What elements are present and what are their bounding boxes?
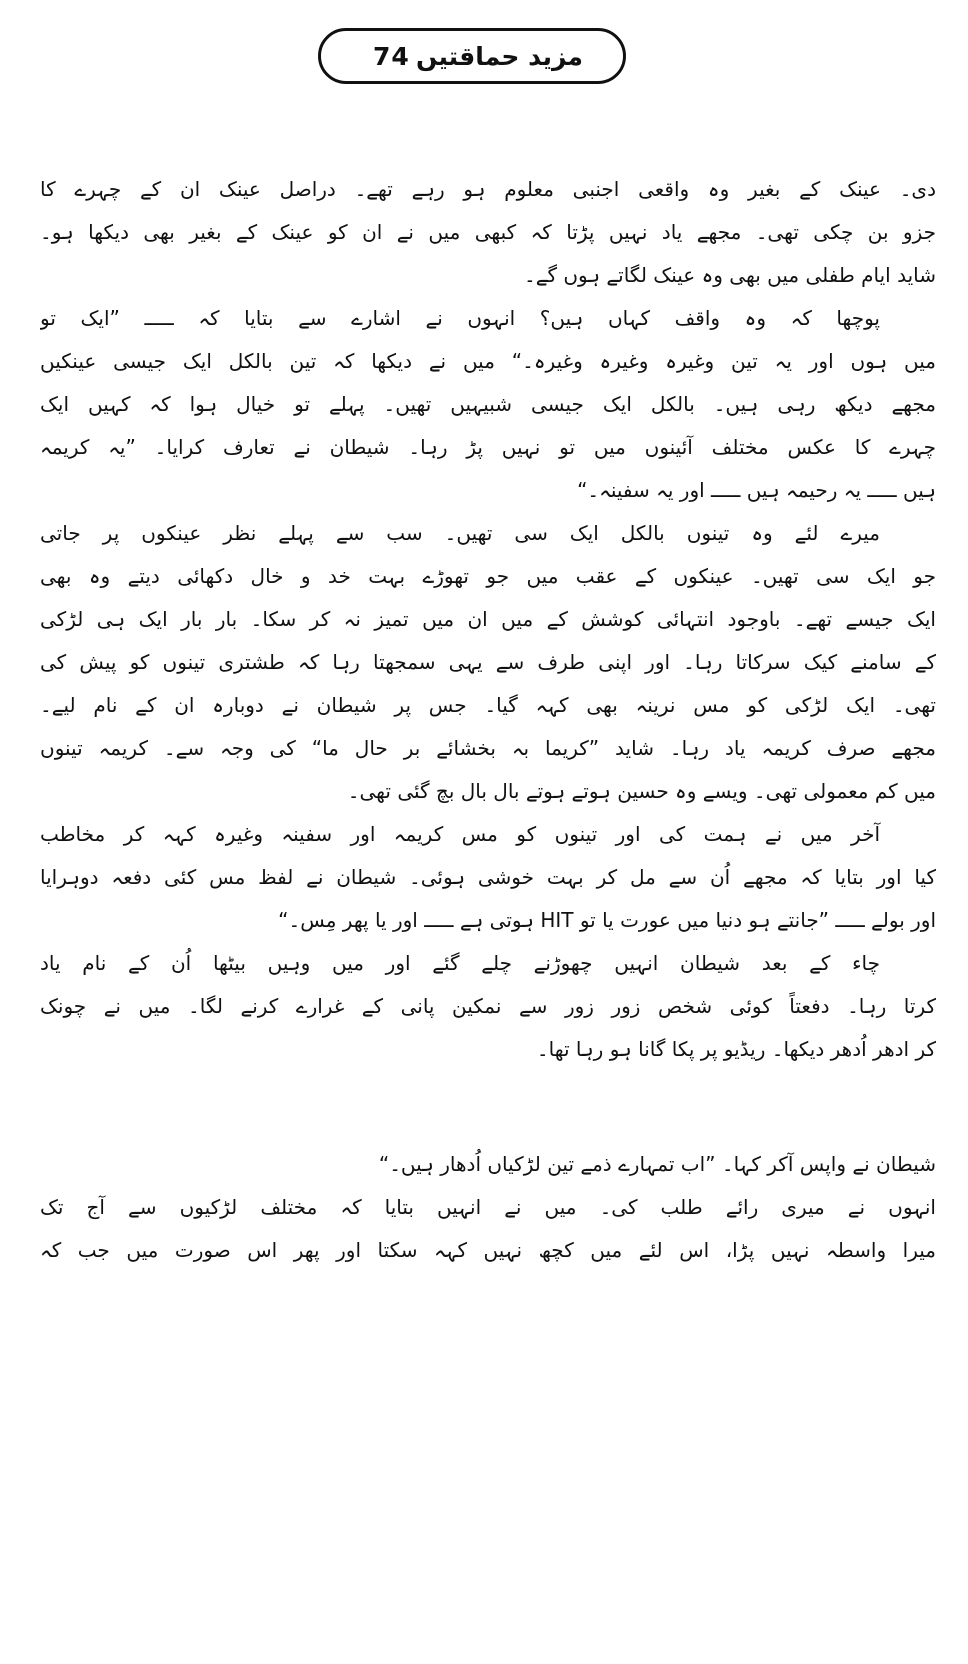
body-text bbox=[40, 168, 936, 1272]
text-line: جزو بن چکی تھی۔ مجھے یاد نہیں پڑتا کہ کبھی میں نے ان کو عینک کے بغیر بھی دیکھا ہو۔ bbox=[40, 220, 936, 244]
text-line: پوچھا کہ وہ واقف کہاں ہیں؟ انہوں نے اشارے سے بتایا کہ ـــــ ”ایک تو bbox=[40, 306, 880, 330]
running-title: مزید حماقتیں bbox=[415, 41, 583, 71]
text-line: چاء کے بعد شیطان انہیں چھوڑنے چلے گئے اور میں وہیں بیٹھا اُن کے نام یاد bbox=[40, 951, 880, 975]
text-line: ایک جیسے تھے۔ باوجود انتہائی کوشش کے میں ان میں تمیز نہ کر سکا۔ بار بار ایک ہی لڑکی bbox=[40, 607, 936, 631]
text-line: تھی۔ ایک لڑکی کو مس نرینہ بھی کہہ گیا۔ جس پر شیطان نے دوبارہ ان کے نام لیے۔ bbox=[40, 693, 936, 717]
page-header bbox=[318, 28, 626, 84]
text-line: شیطان نے واپس آکر کہا۔ ”اب تمہارے ذمے تین لڑکیاں اُدھار ہیں۔“ bbox=[378, 1152, 936, 1176]
text-line: میں کم معمولی تھی۔ ویسے وہ حسین ہوتے ہوتے بال بال بچ گئی تھی۔ bbox=[347, 779, 936, 803]
text-line: میرا واسطہ نہیں پڑا، اس لئے میں کچھ نہیں کہہ سکتا اور پھر اس صورت میں جب کہ bbox=[40, 1238, 936, 1262]
text-line: کے سامنے کیک سرکاتا رہا۔ اور اپنی طرف سے یہی سمجھتا رہا کہ طشتری تینوں کو پیش کی bbox=[40, 650, 936, 674]
text-line: دی۔ عینک کے بغیر وہ واقعی اجنبی معلوم ہو رہے تھے۔ دراصل عینک ان کے چہرے کا bbox=[40, 177, 936, 201]
text-line: میں ہوں اور یہ تین وغیرہ وغیرہ وغیرہ۔“ میں نے دیکھا کہ تین بالکل ایک جیسی عینکیں bbox=[40, 349, 936, 373]
text-line: شاید ایام طفلی میں بھی وہ عینک لگاتے ہوں گے۔ bbox=[524, 263, 936, 287]
text-line: مجھے دیکھ رہی ہیں۔ بالکل ایک جیسی شبیہیں تھیں۔ پہلے تو خیال ہوا کہ کہیں ایک bbox=[40, 392, 936, 416]
text-line: چہرے کا عکس مختلف آئینوں میں تو نہیں پڑ رہا۔ شیطان نے تعارف کرایا۔ ”یہ کریمہ bbox=[40, 435, 936, 459]
text-line: کر ادھر اُدھر دیکھا۔ ریڈیو پر پکا گانا ہو رہا تھا۔ bbox=[536, 1037, 936, 1061]
text-line: جو ایک سی تھیں۔ عینکوں کے عقب میں جو تھوڑے بہت خد و خال دکھائی دیتے وہ بھی bbox=[40, 564, 936, 588]
text-line: ہیں ـــــ یہ رحیمہ ہیں ـــــ اور یہ سفینہ۔“ bbox=[577, 478, 936, 502]
text-line: کیا اور بتایا کہ مجھے اُن سے مل کر بہت خوشی ہوئی۔ شیطان نے لفظ مس کئی دفعہ دوہرایا bbox=[40, 865, 936, 889]
text-line: اور بولے ـــــ ”جانتے ہو دنیا میں عورت یا تو HIT ہوتی ہے ـــــ اور یا پھر مِس۔“ bbox=[278, 908, 936, 932]
text-line: کرتا رہا۔ دفعتاً کوئی شخص زور زور سے نمکین پانی کے غرارے کرنے لگا۔ میں نے چونک bbox=[40, 994, 936, 1018]
page-number: 74 bbox=[373, 41, 410, 71]
text-line: مجھے صرف کریمہ یاد رہا۔ شاید ”کریما بہ بخشائے بر حال ما“ کی وجہ سے۔ کریمہ تینوں bbox=[40, 736, 936, 760]
text-line: آخر میں نے ہمت کی اور تینوں کو مس کریمہ اور سفینہ وغیرہ کہہ کر مخاطب bbox=[40, 822, 880, 846]
text-line: انہوں نے میری رائے طلب کی۔ میں نے انہیں بتایا کہ مختلف لڑکیوں سے آج تک bbox=[40, 1195, 936, 1219]
section-break bbox=[40, 1071, 936, 1143]
text-line: میرے لئے وہ تینوں بالکل ایک سی تھیں۔ سب سے پہلے نظر عینکوں پر جاتی bbox=[40, 521, 880, 545]
